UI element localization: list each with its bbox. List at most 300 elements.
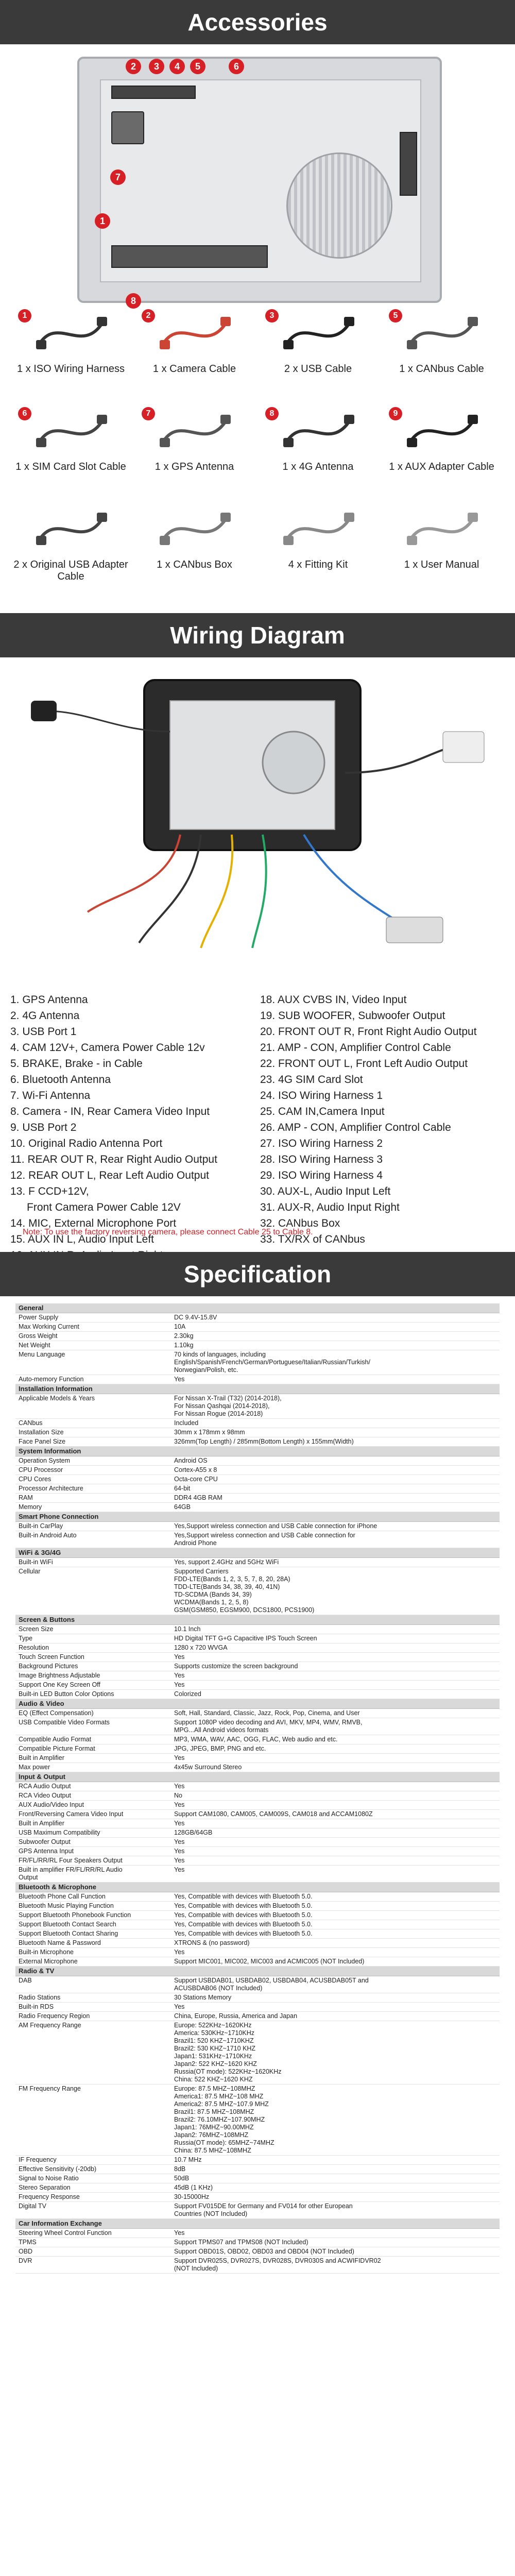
accessory-item [134, 309, 255, 381]
spec-row [15, 1744, 500, 1754]
spec-value: DDR4 4GB RAM [174, 1494, 222, 1501]
spec-key: RAM [19, 1494, 33, 1501]
spec-row [15, 1522, 500, 1531]
spec-value: Support MIC001, MIC002, MIC003 and ACMIC005 (NOT Included) [174, 1958, 365, 1965]
spec-row [15, 1782, 500, 1791]
spec-key: USB Maximum Compatibility [19, 1829, 100, 1836]
spec-key: Max Working Current [19, 1323, 79, 1330]
spec-key: Menu Language [19, 1351, 65, 1358]
spec-key: Touch Screen Function [19, 1653, 84, 1660]
spec-row [15, 2003, 500, 2012]
spec-row [15, 1856, 500, 1866]
wiring-list-item: 24. ISO Wiring Harness 1 [260, 1090, 383, 1101]
spec-section-heading: WiFi & 3G/4G [15, 1548, 500, 1558]
spec-row [15, 1313, 500, 1323]
spec-row [15, 1939, 500, 1948]
spec-value: 30-15000Hz [174, 2193, 210, 2200]
wiring-list-item: 12. REAR OUT L, Rear Left Audio Output [10, 1170, 209, 1181]
spec-value: Yes [174, 1948, 185, 1956]
spec-row [15, 1866, 500, 1883]
spec-key: Memory [19, 1503, 42, 1511]
spec-key: IF Frequency [19, 2156, 57, 2163]
spec-row [15, 1484, 500, 1494]
spec-value: Support OBD01S, OBD02, OBD03 and OBD04 (NOT Included) [174, 2248, 354, 2255]
spec-key: Effective Sensitivity (-20db) [19, 2165, 97, 2173]
spec-row [15, 1709, 500, 1718]
spec-value: Yes [174, 1848, 185, 1855]
spec-value: HD Digital TFT G+G Capacitive IPS Touch Screen [174, 1635, 317, 1642]
usb-adapter-icon [31, 505, 111, 554]
accessory-label: 1 x 4G Antenna [282, 461, 354, 472]
accessory-item [10, 407, 131, 479]
spec-row [15, 1341, 500, 1350]
spec-row [15, 1494, 500, 1503]
sim-cable-icon [31, 407, 111, 456]
spec-value: 1.10kg [174, 1342, 194, 1349]
accessory-label: 2 x USB Cable [284, 363, 352, 375]
spec-key: RCA Video Output [19, 1792, 71, 1799]
back-panel-inner [100, 79, 421, 282]
spec-table [15, 1303, 500, 2274]
spec-key: OBD [19, 2248, 33, 2255]
wiring-list-item: 28. ISO Wiring Harness 3 [260, 1154, 383, 1165]
spec-row [15, 1791, 500, 1801]
spec-value: Support TPMS07 and TPMS08 (NOT Included) [174, 2239, 308, 2246]
spec-row [15, 1920, 500, 1929]
wiring-banner [0, 613, 515, 657]
spec-key: AUX Audio/Video Input [19, 1801, 84, 1808]
spec-value: 64GB [174, 1503, 191, 1511]
accessory-number-badge: 8 [265, 407, 279, 420]
spec-key: Radio Stations [19, 1994, 61, 2001]
wiring-list-item: 14. MIC, External Microphone Port [10, 1217, 177, 1229]
spec-row [15, 1810, 500, 1819]
spec-row [15, 1653, 500, 1662]
spec-value: Yes [174, 2003, 185, 2010]
aux-cable-icon [402, 407, 482, 456]
spec-row [15, 1801, 500, 1810]
manual-icon [402, 505, 482, 554]
spec-row [15, 1993, 500, 2003]
spec-key: USB Compatible Video Formats [19, 1719, 110, 1726]
spec-key: Type [19, 1635, 33, 1642]
spec-row [15, 1466, 500, 1475]
spec-value: Yes, Compatible with devices with Bluetooth 5.0. [174, 1921, 313, 1928]
panel-marker-1: 1 [95, 213, 110, 229]
spec-key: Installation Size [19, 1429, 64, 1436]
wiring-list-item: 4. CAM 12V+, Camera Power Cable 12v [10, 1042, 205, 1054]
gps-antenna-icon [154, 407, 234, 456]
accessory-number-badge: 7 [142, 407, 155, 420]
spec-value: Yes [174, 1838, 185, 1845]
spec-value: No [174, 1792, 182, 1799]
spec-key: Screen Size [19, 1625, 54, 1633]
spec-value: Supported Carriers FDD-LTE(Bands 1, 2, 3, 5, 7, 8, 20, 28A) TDD-LTE(Bands 34, 38, 39, 40, 41N) TD-SCDMA (Bands 34, 39) WCDMA(Bands 1, 2, 5, 8) GSM(GSM850, EGSM900, DCS1800, PCS1900) [174, 1568, 315, 1614]
panel-marker-7: 7 [110, 170, 126, 185]
spec-value: Yes [174, 1376, 185, 1383]
spec-value: 70 kinds of languages, including English/Spanish/French/German/Portuguese/Italian/Russian/Turkish/ Norwegian/Polish, etc. [174, 1351, 370, 1374]
spec-key: Built-in Microphone [19, 1948, 74, 1956]
accessory-item [381, 407, 502, 479]
spec-key: Operation System [19, 1457, 71, 1464]
wiring-illustration [15, 670, 500, 979]
wiring-list-item: 26. AMP - CON, Amplifier Control Cable [260, 1122, 451, 1133]
spec-value: 30mm x 178mm x 98mm [174, 1429, 245, 1436]
spec-key: Digital TV [19, 2202, 46, 2210]
spec-value: Yes, Compatible with devices with Bluetooth 5.0. [174, 1902, 313, 1909]
spec-row [15, 2165, 500, 2174]
wiring-list-item: 23. 4G SIM Card Slot [260, 1074, 363, 1086]
spec-key: Support Bluetooth Contact Sharing [19, 1930, 118, 1937]
spec-row [15, 1957, 500, 1967]
wiring-list-item: 2. 4G Antenna [10, 1010, 80, 1022]
spec-key: Max power [19, 1764, 50, 1771]
wiring-list-item: 27. ISO Wiring Harness 2 [260, 1138, 383, 1149]
spec-row [15, 1350, 500, 1375]
spec-row [15, 1419, 500, 1428]
wiring-list-item: 31. AUX-R, Audio Input Right [260, 1201, 400, 1213]
spec-row [15, 1690, 500, 1699]
spec-key: EQ (Effect Compensation) [19, 1709, 94, 1717]
cooling-fan-icon [286, 152, 392, 259]
accessories-banner [0, 0, 515, 44]
accessory-item [10, 505, 131, 582]
spec-value: Support USBDAB01, USBDAB02, USBDAB04, ACUSBDAB05T and ACUSBDAB06 (NOT Included) [174, 1977, 369, 1992]
spec-value: Yes, Compatible with devices with Bluetooth 5.0. [174, 1893, 313, 1900]
spec-value: Included [174, 1419, 199, 1427]
spec-section-heading: Audio & Video [15, 1699, 500, 1709]
spec-key: Built-in LED Button Color Options [19, 1690, 114, 1698]
spec-key: Steering Wheel Control Function [19, 2229, 112, 2236]
spec-value: 1280 x 720 WVGA [174, 1644, 228, 1651]
spec-row [15, 1503, 500, 1512]
spec-row [15, 1718, 500, 1735]
spec-value: 2.30kg [174, 1332, 194, 1340]
wiring-list-item: 18. AUX CVBS IN, Video Input [260, 994, 407, 1006]
wiring-list-item: 30. AUX-L, Audio Input Left [260, 1185, 391, 1197]
spec-row [15, 2247, 500, 2257]
wiring-list-item: 5. BRAKE, Brake - in Cable [10, 1058, 143, 1070]
spec-row [15, 1763, 500, 1772]
wiring-list-item: 6. Bluetooth Antenna [10, 1074, 111, 1086]
spec-key: CPU Cores [19, 1476, 52, 1483]
spec-key: Compatible Audio Format [19, 1736, 92, 1743]
spec-row [15, 1437, 500, 1447]
wiring-list-item: 20. FRONT OUT R, Front Right Audio Output [260, 1026, 477, 1038]
spec-key: Bluetooth Name & Password [19, 1939, 101, 1946]
spec-row [15, 1976, 500, 1993]
panel-marker-8: 8 [126, 293, 141, 309]
spec-key: External Microphone [19, 1958, 78, 1965]
spec-key: FM Frequency Range [19, 2085, 81, 2092]
panel-marker-2: 2 [126, 59, 141, 74]
spec-key: Bluetooth Music Playing Function [19, 1902, 114, 1909]
spec-key: Frequency Response [19, 2193, 80, 2200]
accessories-grid [10, 309, 505, 603]
cable-yellow [201, 835, 232, 948]
4g-antenna-icon [278, 407, 358, 456]
spec-key: Built in amplifier FR/FL/RR/RL Audio Output [19, 1866, 123, 1881]
spec-value: XTRONS & (no password) [174, 1939, 250, 1946]
spec-value: Yes, Compatible with devices with Bluetooth 5.0. [174, 1911, 313, 1919]
wiring-list-item: 11. REAR OUT R, Rear Right Audio Output [10, 1154, 217, 1165]
accessory-label: 4 x Fitting Kit [288, 559, 348, 570]
spec-key: Stereo Separation [19, 2184, 71, 2191]
spec-key: Support One Key Screen Off [19, 1681, 100, 1688]
spec-value: Yes [174, 1672, 185, 1679]
wiring-list-item: 25. CAM IN,Camera Input [260, 1106, 385, 1117]
side-connector [400, 132, 417, 196]
spec-section-heading: Input & Output [15, 1772, 500, 1782]
fitting-kit-icon [278, 505, 358, 554]
iso-harness-icon [386, 917, 443, 943]
spec-row [15, 2156, 500, 2165]
spec-section-heading: General [15, 1303, 500, 1313]
spec-key: Built in Amplifier [19, 1754, 64, 1761]
connector-strip [111, 86, 196, 99]
accessory-item [258, 407, 379, 479]
spec-value: Cortex-A55 x 8 [174, 1466, 217, 1473]
wiring-title: Wiring Diagram [170, 622, 345, 649]
spec-row [15, 1375, 500, 1384]
spec-section-heading: System Information [15, 1447, 500, 1456]
spec-value: 8dB [174, 2165, 186, 2173]
spec-row [15, 1671, 500, 1681]
accessory-number-badge: 3 [265, 309, 279, 323]
spec-value: 30 Stations Memory [174, 1994, 232, 2001]
spec-row [15, 1456, 500, 1466]
canbus-box-icon [154, 505, 234, 554]
spec-key: Face Panel Size [19, 1438, 66, 1445]
spec-key: Applicable Models & Years [19, 1395, 95, 1402]
spec-row [15, 1643, 500, 1653]
spec-value: Support CAM1080, CAM005, CAM009S, CAM018 and ACCAM1080Z [174, 1810, 373, 1818]
spec-row [15, 1948, 500, 1957]
cable-green [252, 835, 266, 948]
spec-value: 10.7 MHz [174, 2156, 202, 2163]
usb-cable-icon [278, 309, 358, 358]
spec-value: 45dB (1 KHz) [174, 2184, 213, 2191]
spec-row [15, 1625, 500, 1634]
accessory-number-badge: 6 [18, 407, 31, 420]
accessory-label: 1 x ISO Wiring Harness [17, 363, 125, 375]
spec-value: Colorized [174, 1690, 201, 1698]
accessory-number-badge: 9 [389, 407, 402, 420]
wiring-list-item: 9. USB Port 2 [10, 1122, 77, 1133]
accessory-number-badge: 5 [389, 309, 402, 323]
spec-value: Support DVR025S, DVR027S, DVR028S, DVR030S and ACWIFIDVR02 (NOT Included) [174, 2257, 381, 2272]
accessory-label: 1 x User Manual [404, 559, 479, 570]
wiring-list-item: 13. F CCD+12V, [10, 1185, 89, 1197]
wiring-note: Note: To use the factory reversing camera, please connect Cable 25 to Cable 8. [23, 1228, 313, 1236]
wiring-list-item: 32. CANbus Box [260, 1217, 340, 1229]
wiring-list-item: 3. USB Port 1 [10, 1026, 77, 1038]
spec-value: Yes,Support wireless connection and USB Cable connection for Android Phone [174, 1532, 355, 1547]
spec-key: TPMS [19, 2239, 37, 2246]
spec-value: Yes [174, 1783, 185, 1790]
accessory-label: 1 x Camera Cable [152, 363, 236, 375]
spec-value: 128GB/64GB [174, 1829, 213, 1836]
iso-connector [111, 245, 268, 268]
accessory-label: 1 x CANbus Box [157, 559, 232, 570]
spec-section-heading: Smart Phone Connection [15, 1512, 500, 1522]
spec-row [15, 1929, 500, 1939]
spec-row [15, 2084, 500, 2156]
wiring-list-item: 7. Wi-Fi Antenna [10, 1090, 91, 1101]
spec-section [0, 1252, 515, 2576]
spec-value: Yes [174, 1866, 185, 1873]
wiring-list-item: 19. SUB WOOFER, Subwoofer Output [260, 1010, 445, 1022]
accessory-label: 1 x GPS Antenna [154, 461, 234, 472]
panel-marker-3: 3 [149, 59, 164, 74]
accessories-section [0, 0, 515, 608]
spec-key: Power Supply [19, 1314, 59, 1321]
spec-row [15, 2238, 500, 2247]
wiring-list-item: 10. Original Radio Antenna Port [10, 1138, 163, 1149]
panel-marker-6: 6 [229, 59, 244, 74]
accessory-item [258, 505, 379, 577]
spec-key: AM Frequency Range [19, 2022, 81, 2029]
spec-key: Cellular [19, 1568, 41, 1575]
wiring-list-item: 1. GPS Antenna [10, 994, 88, 1006]
spec-key: Compatible Picture Format [19, 1745, 95, 1752]
spec-value: 50dB [174, 2175, 190, 2182]
spec-key: Built in Amplifier [19, 1820, 64, 1827]
spec-row [15, 1819, 500, 1828]
spec-row [15, 1531, 500, 1548]
accessory-label: 1 x SIM Card Slot Cable [15, 461, 126, 472]
wiring-list-item: 22. FRONT OUT L, Front Left Audio Output [260, 1058, 468, 1070]
spec-row [15, 1911, 500, 1920]
spec-banner [0, 1252, 515, 1296]
wiring-section [0, 613, 515, 1247]
spec-section-heading: Car Information Exchange [15, 2219, 500, 2229]
spec-row [15, 1558, 500, 1567]
spec-value: Yes, support 2.4GHz and 5GHz WiFi [174, 1558, 279, 1566]
spec-row [15, 1681, 500, 1690]
spec-value: JPG, JPEG, BMP, PNG and etc. [174, 1745, 266, 1752]
canbus-cable-icon [402, 309, 482, 358]
accessory-item [134, 505, 255, 577]
spec-section-heading: Bluetooth & Microphone [15, 1883, 500, 1892]
spec-row [15, 2257, 500, 2274]
spec-key: Net Weight [19, 1342, 50, 1349]
spec-value: Octa-core CPU [174, 1476, 218, 1483]
wiring-diagram [15, 670, 500, 979]
panel-marker-5: 5 [190, 59, 205, 74]
spec-row [15, 1567, 500, 1615]
spec-row [15, 1754, 500, 1763]
spec-row [15, 1332, 500, 1341]
spec-row [15, 2193, 500, 2202]
spec-key: DVR [19, 2257, 32, 2264]
accessory-item [10, 309, 131, 381]
wiring-list-item: 15. AUX IN L, Audio Input Left [10, 1233, 154, 1245]
spec-value: For Nissan X-Trail (T32) (2014-2018), For Nissan Qashqai (2014-2018), For Nissan Rogue (2014-2018) [174, 1395, 282, 1417]
spec-key: FR/FL/RR/RL Four Speakers Output [19, 1857, 123, 1864]
spec-key: Radio Frequency Region [19, 2012, 90, 2020]
spec-value: Yes [174, 1754, 185, 1761]
spec-value: Yes [174, 1801, 185, 1808]
spec-value: Yes [174, 1857, 185, 1864]
spec-value: Soft, Hall, Standard, Classic, Jazz, Rock, Pop, Cinema, and User [174, 1709, 360, 1717]
spec-key: Bluetooth Phone Call Function [19, 1893, 106, 1900]
spec-value: 326mm(Top Length) / 285mm(Bottom Length) x 155mm(Width) [174, 1438, 354, 1445]
spec-row [15, 2183, 500, 2193]
accessory-label: 1 x AUX Adapter Cable [389, 461, 494, 472]
spec-row [15, 1847, 500, 1856]
spec-key: Auto-memory Function [19, 1376, 84, 1383]
spec-key: Background Pictures [19, 1663, 78, 1670]
wiring-list-right [260, 992, 502, 1247]
wiring-list-item: 33. TX/RX of CANbus [260, 1233, 365, 1245]
spec-row [15, 1892, 500, 1902]
canbus-box-icon [443, 732, 484, 762]
fakra-connector [111, 111, 144, 144]
wiring-harness-icon [31, 309, 111, 358]
spec-key: Signal to Noise Ratio [19, 2175, 79, 2182]
spec-key: CPU Processor [19, 1466, 63, 1473]
spec-row [15, 2174, 500, 2183]
spec-key: Support Bluetooth Phonebook Function [19, 1911, 131, 1919]
spec-row [15, 2202, 500, 2219]
wiring-list-item: 8. Camera - IN, Rear Camera Video Input [10, 1106, 210, 1117]
spec-key: GPS Antenna Input [19, 1848, 74, 1855]
spec-row [15, 2229, 500, 2238]
spec-value: Yes [174, 1820, 185, 1827]
spec-value: 4x45w Surround Stereo [174, 1764, 242, 1771]
spec-title: Specification [183, 1261, 332, 1287]
spec-value: Yes [174, 1653, 185, 1660]
spec-row [15, 1735, 500, 1744]
panel-marker-4: 4 [169, 59, 185, 74]
spec-key: Front/Reversing Camera Video Input [19, 1810, 124, 1818]
accessories-title: Accessories [187, 9, 328, 36]
spec-key: DAB [19, 1977, 32, 1984]
spec-value: Android OS [174, 1457, 208, 1464]
accessory-number-badge: 1 [18, 309, 31, 323]
spec-key: Resolution [19, 1644, 49, 1651]
spec-key: CANbus [19, 1419, 43, 1427]
spec-section-heading: Installation Information [15, 1384, 500, 1394]
spec-section-heading: Radio & TV [15, 1967, 500, 1976]
accessory-label: 2 x Original USB Adapter Cable [13, 559, 128, 582]
spec-key: Processor Architecture [19, 1485, 83, 1492]
spec-value: 10A [174, 1323, 186, 1330]
spec-value: MP3, WMA, WAV, AAC, OGG, FLAC, Web audio and etc. [174, 1736, 338, 1743]
spec-row [15, 2021, 500, 2084]
spec-value: 64-bit [174, 1485, 191, 1492]
wiring-list-item: Front Camera Power Cable 12V [27, 1201, 181, 1213]
accessory-label: 1 x CANbus Cable [399, 363, 484, 375]
spec-row [15, 1475, 500, 1484]
spec-value: Yes, Compatible with devices with Bluetooth 5.0. [174, 1930, 313, 1937]
head-unit-back-panel [77, 57, 442, 306]
spec-row [15, 1828, 500, 1838]
spec-key: RCA Audio Output [19, 1783, 71, 1790]
spec-value: DC 9.4V-15.8V [174, 1314, 217, 1321]
spec-value: Yes,Support wireless connection and USB Cable connection for iPhone [174, 1522, 377, 1530]
spec-section-heading: Screen & Buttons [15, 1615, 500, 1625]
spec-key: Built-in Android Auto [19, 1532, 77, 1539]
spec-row [15, 1634, 500, 1643]
wiring-list-item: 29. ISO Wiring Harness 4 [260, 1170, 383, 1181]
spec-key: Subwoofer Output [19, 1838, 71, 1845]
spec-key: Image Brightness Adjustable [19, 1672, 100, 1679]
accessory-item [134, 407, 255, 479]
spec-value: Yes [174, 1681, 185, 1688]
accessory-item [381, 309, 502, 381]
